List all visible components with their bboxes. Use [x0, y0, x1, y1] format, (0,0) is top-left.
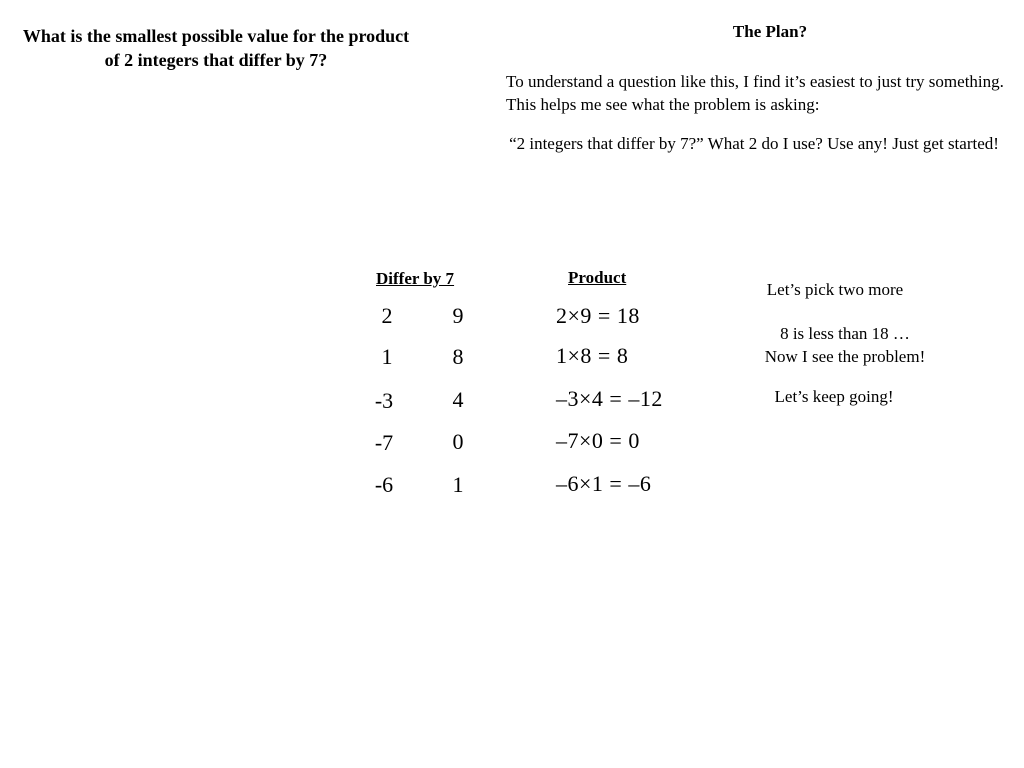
row-4-product: –7×0 = 0 [556, 428, 640, 453]
row-5-product: –6×1 = –6 [556, 471, 652, 496]
note-less-than-line-2: Now I see the problem! [764, 347, 926, 366]
note-pick-two-more: Let’s pick two more [766, 280, 904, 299]
row-1-first-integer: 2 [381, 303, 393, 328]
row-4-first-integer: -7 [374, 430, 394, 455]
row-1-product: 2×9 = 18 [556, 303, 640, 328]
plan-quote: “2 integers that differ by 7?” What 2 do I use? Use any! Just get started! [509, 134, 999, 153]
row-3-product: –3×4 = –12 [556, 386, 663, 411]
note-less-than-line-1: 8 is less than 18 … [780, 324, 910, 343]
differ-by-7-header: Differ by 7 [376, 269, 455, 288]
row-1-second-integer: 9 [452, 303, 464, 328]
row-4-second-integer: 0 [452, 429, 464, 454]
plan-paragraph: To understand a question like this, I find it’s easiest to just try something. This helps me see what the problem is asking: [506, 72, 1004, 114]
row-5-second-integer: 1 [452, 472, 464, 497]
row-5-first-integer: -6 [374, 472, 394, 497]
row-3-second-integer: 4 [452, 387, 464, 412]
note-keep-going: Let’s keep going! [774, 387, 894, 406]
plan-title: The Plan? [732, 22, 808, 41]
note-less-than [740, 322, 950, 368]
product-header: Product [568, 268, 627, 287]
row-2-product: 1×8 = 8 [556, 343, 629, 368]
row-3-first-integer: -3 [374, 388, 394, 413]
row-2-first-integer: 1 [381, 344, 393, 369]
question-heading: What is the smallest possible value for the product of 2 integers that differ by 7? [22, 26, 410, 70]
row-2-second-integer: 8 [452, 344, 464, 369]
